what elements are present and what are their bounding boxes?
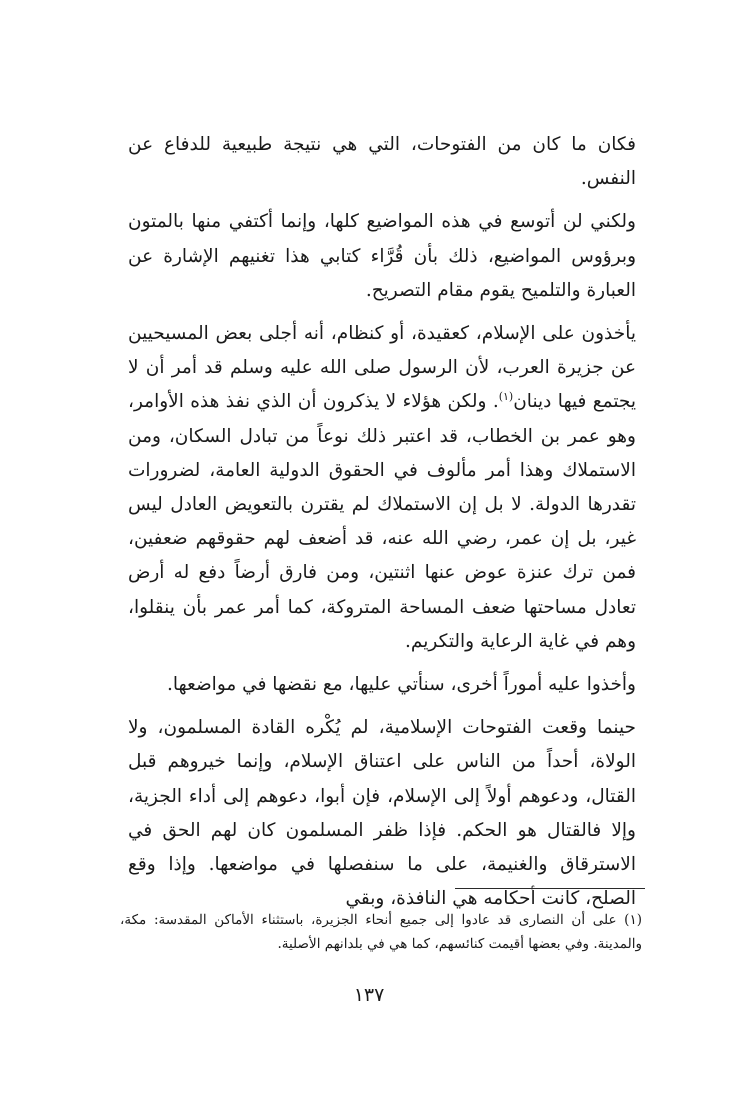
paragraph-text: فكان ما كان من الفتوحات، التي هي نتيجة طبيعية للدفاع عن النفس. (128, 134, 636, 190)
paragraph-4 (128, 668, 636, 702)
footnote (120, 908, 642, 956)
paragraph-text: ولكني لن أتوسع في هذه المواضيع كلها، وإنما أكتفي منها بالمتون وبرؤوس المواضيع، ذلك بأن قُرَّاء كتابي هذا تغنيهم الإشارة عن العبارة والتلميح يقوم مقام التصريح. (128, 211, 636, 301)
main-text (128, 128, 636, 916)
paragraph-text (128, 317, 636, 659)
paragraph-text: وأخذوا عليه أموراً أخرى، سنأتي عليها، مع نقضها في مواضعها. (167, 674, 636, 696)
footnote-divider (455, 888, 645, 889)
page-number: ١٣٧ (353, 984, 385, 1006)
paragraph-2 (128, 205, 636, 308)
paragraph-text: حينما وقعت الفتوحات الإسلامية، لم يُكْره القادة المسلمون، ولا الولاة، أحداً من الناس على اعتناق الإسلام، وإنما خيروهم قبل القتال، ودعوهم أولاً إلى الإسلام، فإن أبوا، دعوهم إلى أداء الجزية، وإلا فالقتال هو الحكم. فإذا ظفر المسلمون كان لهم الحق في الاسترقاق والغنيمة، على ما سنفصلها في مواضعها. وإذا وقع الصلح، كانت أحكامه هي النافذة، وبقي (128, 717, 636, 910)
paragraph-text-part: . ولكن هؤلاء لا يذكرون أن الذي نفذ هذه الأوامر، وهو عمر بن الخطاب، قد اعتبر ذلك نوعاً من تبادل السكان، ومن الاستملاك وهذا أمر مألوف في الحقوق الدولية العامة، لضرورات تقدرها الدولة. لا بل إن الاستملاك لم يقترن بالتعويض العادل ليس غير، بل إن عمر، رضي الله عنه، قد أضعف لهم حقوقهم ضعفين، فمن ترك عنزة عوض عنها اثنتين، ومن فارق أرضاً دفع له أرض تعادل مساحتها ضعف المساحة المتروكة، كما أمر عمر بأن ينقلوا، وهم في غاية الرعاية والتكريم. (128, 391, 636, 652)
paragraph-5 (128, 711, 636, 916)
footnote-reference[interactable]: (١) (498, 390, 514, 404)
footnote-text: (١) على أن النصارى قد عادوا إلى جميع أنحاء الجزيرة، باستثناء الأماكن المقدسة: مكة، والمدينة. وفي بعضها أقيمت كنائسهم، كما هي في بلدانهم الأصلية. (120, 912, 642, 952)
paragraph-3 (128, 317, 636, 659)
paragraph-text-part: يأخذون على الإسلام، كعقيدة، أو كنظام، أنه أجلى بعض المسيحيين عن جزيرة العرب، لأن الرسول صلى الله عليه وسلم قد أمر أن لا يجتمع فيها دينان (128, 323, 636, 413)
paragraph-1 (128, 128, 636, 196)
